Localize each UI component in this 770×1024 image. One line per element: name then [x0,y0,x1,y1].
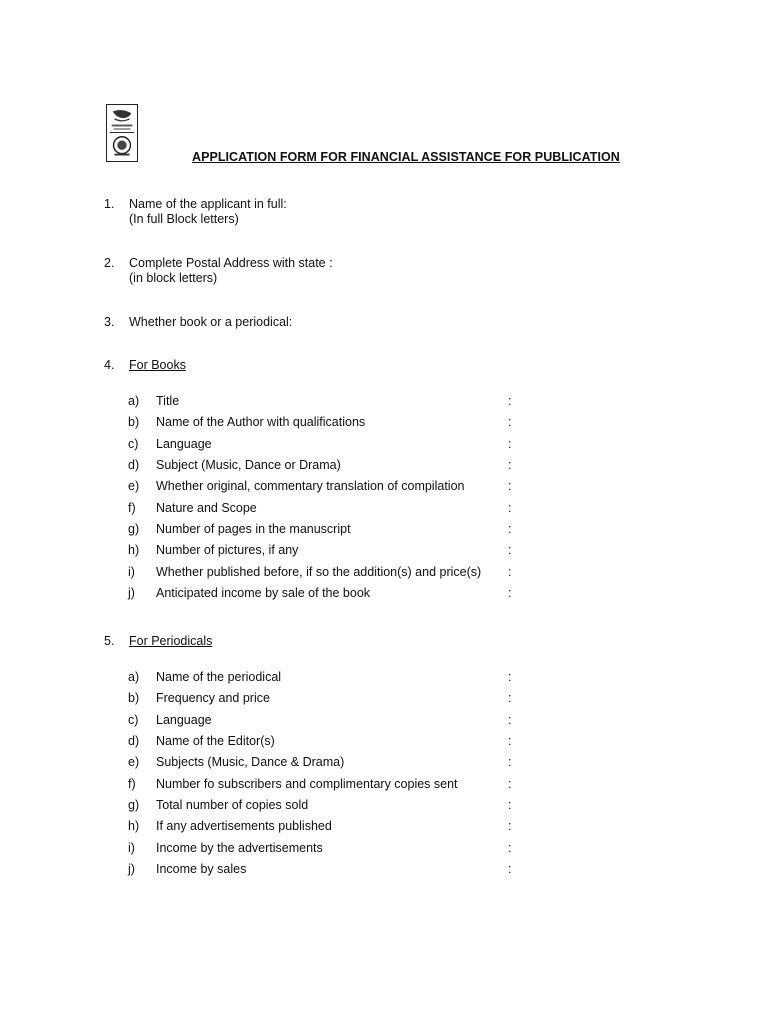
q5-item-letter: g) [128,798,140,812]
q4-item-text: Anticipated income by sale of the book [156,586,371,600]
q4-item-text: Number of pictures, if any [156,543,299,557]
q5-item-text: Name of the Editor(s) [156,734,275,748]
q4-item-text: Whether original, commentary translation of compilation [156,479,465,493]
q3-label: Whether book or a periodical: [129,315,293,329]
q4-item-letter: f) [128,501,136,515]
q5-item-colon: : [508,670,512,684]
q5-item-text: Language [156,713,212,727]
q5-item-colon: : [508,798,512,812]
q4-item-letter: i) [128,565,135,579]
q5-item-colon: : [508,691,512,705]
q4-item-letter: j) [128,586,135,600]
emblem-icon [107,105,137,161]
q4-item-colon: : [508,586,512,600]
q4-item-colon: : [508,394,512,408]
q5-item-colon: : [508,734,512,748]
q4-item-text: Language [156,437,212,451]
q5-item-letter: c) [128,713,139,727]
q5-item-colon: : [508,777,512,791]
q5-item-text: If any advertisements published [156,819,332,833]
q5-item-text: Income by the advertisements [156,841,323,855]
q5-heading: For Periodicals [129,634,213,648]
q4-item-text: Title [156,394,180,408]
q5-item-letter: f) [128,777,136,791]
q4-item-colon: : [508,565,512,579]
q4-item-letter: a) [128,394,140,408]
q4-item-letter: h) [128,543,140,557]
q4-heading: For Books [129,358,186,372]
q1-line1: Name of the applicant in full: [129,197,287,211]
emblem-logo [106,104,138,162]
q5-item-letter: e) [128,755,140,769]
q5-item-colon: : [508,713,512,727]
q5-item-colon: : [508,755,512,769]
q4-item-colon: : [508,522,512,536]
q2-number: 2. [104,256,115,270]
q5-item-text: Number fo subscribers and complimentary copies sent [156,777,458,791]
q4-item-colon: : [508,437,512,451]
q5-number: 5. [104,634,115,648]
q5-item-letter: j) [128,862,135,876]
q5-item-letter: d) [128,734,140,748]
q4-item-text: Nature and Scope [156,501,257,515]
q2-line2: (in block letters) [129,271,218,285]
q5-item-text: Total number of copies sold [156,798,309,812]
q4-item-letter: c) [128,437,139,451]
q4-item-text: Whether published before, if so the addition(s) and price(s) [156,565,482,579]
q4-item-text: Number of pages in the manuscript [156,522,351,536]
q4-item-colon: : [508,458,512,472]
q5-item-text: Subjects (Music, Dance & Drama) [156,755,345,769]
q4-item-letter: g) [128,522,140,536]
q5-item-colon: : [508,819,512,833]
q2-label [129,256,333,286]
q4-item-colon: : [508,415,512,429]
form-title: APPLICATION FORM FOR FINANCIAL ASSISTANCE FOR PUBLICATION [192,150,620,164]
q5-item-letter: h) [128,819,140,833]
q4-item-colon: : [508,501,512,515]
q4-item-colon: : [508,479,512,493]
q2-line1: Complete Postal Address with state : [129,256,333,270]
q4-item-text: Subject (Music, Dance or Drama) [156,458,341,472]
q5-item-text: Frequency and price [156,691,270,705]
q5-item-colon: : [508,841,512,855]
q1-line2: (In full Block letters) [129,212,239,226]
q4-item-letter: e) [128,479,140,493]
q5-item-text: Income by sales [156,862,247,876]
q4-item-text: Name of the Author with qualifications [156,415,366,429]
q4-item-letter: d) [128,458,140,472]
q1-label [129,197,287,227]
q5-item-colon: : [508,862,512,876]
q4-number: 4. [104,358,115,372]
q5-item-letter: i) [128,841,135,855]
q4-item-letter: b) [128,415,140,429]
q1-number: 1. [104,197,115,211]
q5-item-text: Name of the periodical [156,670,282,684]
q5-item-letter: a) [128,670,140,684]
q3-number: 3. [104,315,115,329]
q5-item-letter: b) [128,691,140,705]
q4-item-colon: : [508,543,512,557]
